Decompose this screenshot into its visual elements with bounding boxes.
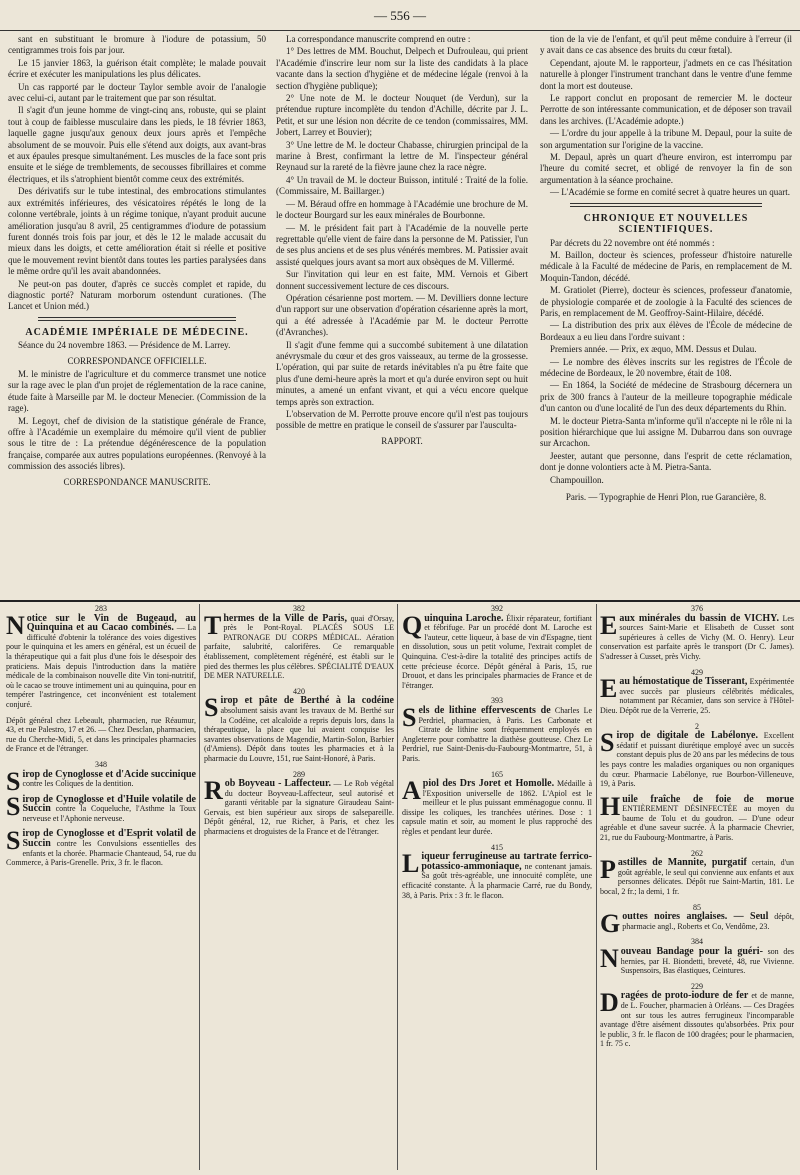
col1-paragraphs [8, 34, 266, 313]
ad-title: irop de Cynoglosse et d'Huile volatile de Succin [22, 793, 196, 815]
ad-number: 376 [691, 604, 703, 613]
ad-title: els de lithine effervescents de [418, 704, 551, 716]
ad-number: 393 [491, 696, 503, 706]
ad-number: 420 [293, 686, 305, 696]
ad-title: ouveau Bandage pour la guéri- [620, 946, 763, 957]
paragraph: 3° Une lettre de M. le docteur Chabasse, chirurgien principal de la marine à Brest, confirmant la lettre de M. l'inspecteur général Reynaud sur la rareté de la fièvre jaune chez la race nègre. [276, 139, 528, 173]
ad-title: uile fraîche de foie de morue [622, 793, 794, 805]
paragraph: Des dérivatifs sur le tube intestinal, des embrocations stimulantes aux extrémités inférieures, des vésicatoires répétés le long de la colonne vertébrale, joints à un régime tonique, n'ayant produit aucune amélioration jusqu'au 8 avril, 25 centigrammes d'iodure de potassium furent donnés trois fois par jour, et dès le 12 le malade accusait du mieux dans les doigts, et cette amélioration était si réelle et positive que le mouvement revint bientôt dans toutes les parties paralysées dans le même ordre qu'il les avait abandonnées. [8, 186, 266, 277]
drop-cap: Q [402, 610, 423, 640]
advertisement [204, 604, 394, 681]
ad-text: son des hernies, par H. Biondetti, breveté, 48, rue Vivienne. Suspensoirs, Bas élastiques, Ceintures. [620, 947, 794, 976]
ad-number: 384 [691, 937, 703, 947]
ad-text: Les sources Saint-Marie et Elisabeth de Cusset sont supérieures à celles de Vichy (M. O. Henry). Leur conservation est parfaite après le transport (Dr C. James). S'adresser à Cusset, près Vichy. [600, 613, 794, 661]
ad-separator [397, 604, 398, 1170]
chronique-title: CHRONIQUE ET NOUVELLES SCIENTIFIQUES. [583, 212, 749, 236]
advertisement [600, 604, 794, 662]
ad-title: irop de Cynoglosse et d'Esprit volatil de Succin [22, 828, 196, 850]
ad-column-4 [600, 604, 794, 1170]
paragraph: sant en substituant le bromure à l'iodure de potassium, 50 centigrammes trois fois par jour. [8, 34, 266, 56]
section-divider [570, 203, 762, 207]
paragraph: tion de la vie de l'enfant, et qu'il peut même conduire à l'erreur (il y avait dans ce cas absence des bruits du cœur fœtal). [540, 34, 792, 56]
drop-cap: D [600, 988, 619, 1018]
advertisement [402, 604, 592, 690]
paragraph: 1° Des lettres de MM. Bouchut, Delpech et Dufrouleau, qui prient l'Académie d'inscrire leur nom sur la liste des candidats à la place vacante dans la section d'hygiène et de médecine légale (renvoi à la section d'hygiène publique); [276, 46, 528, 91]
paragraph: — M. le président fait part à l'Académie de la nouvelle perte regrettable qu'elle vient de faire dans la personne de M. Patissier, l'un de ses plus anciens et de ses plus vénérés membres. M. Patissier avait assisté quelques jours avant sa mort aux obsèques de M. Villermé. [276, 222, 528, 267]
drop-cap: G [600, 909, 621, 939]
ad-title: aux minérales du bassin de VICHY. [619, 612, 779, 624]
drop-cap: E [600, 610, 618, 640]
paragraph: M. le docteur Pietra-Santa m'informe qu'il n'accepte ni le rôle ni la position hiérarchique que lui assigne M. Dubarrou dans son ouvrage sur Arcachon. [540, 415, 792, 449]
paragraph: 2° Une note de M. le docteur Nouquet (de Verdun), sur la prétendue rupture incomplète du tendon d'Achille, décrite par J. L. Petit, et sur une lésion non décrite de ce tendon (commissaires, MM. Jobert, Larrey et Bouvier); [276, 93, 528, 138]
advertisement [6, 716, 196, 754]
paragraph: Sur l'invitation qui leur en est faite, MM. Vernois et Gibert donnent successivement lecture de ces discours. [276, 269, 528, 291]
advertisement [402, 770, 592, 837]
drop-cap: E [600, 674, 618, 704]
ad-text: — La difficulté d'obtenir la tolérance des voies digestives pour le quinquina et les amers en général, est un écueil de la thérapeutique qui a fait plus d'une fois le désespoir des praticiens. Mais depuis l'introduction dans la matière médicale de la combinaison nouvelle dite Vin toni-nutritif, où le cacao se trouve intimement uni au quinquina, pour en tempérer l'astringence, cet inconvénient est totalement conjuré. [6, 623, 196, 709]
ad-column-1 [6, 604, 196, 1170]
ad-separator [199, 604, 200, 1170]
ad-number: 165 [491, 769, 503, 779]
drop-cap: S [204, 693, 219, 723]
ad-title: irop et pâte de Berthé à la codéine [220, 695, 394, 707]
paragraph: Un cas rapporté par le docteur Taylor semble avoir de l'analogie avec celui-ci, autant par le traitement que par son résultat. [8, 81, 266, 104]
advertisement [600, 902, 794, 939]
col1b-paragraphs [8, 369, 266, 473]
paragraph: M. Legoyt, chef de division de la statistique générale de France, offre à l'Académie un exemplaire du mémoire qu'il vient de publier sous le titre de : La prétendue dégénérescence de la population française, comparée aux autres populations européennes. (Renvoyé à la commission des associés libres). [8, 415, 266, 472]
ad-title: iqueur ferrugineuse au tartrate ferrico-potassico-ammoniaque, [421, 851, 592, 872]
ad-column-3 [402, 604, 592, 1170]
ad-text: dépôt, pharmacie angl., Roberts et Co, Vendôme, 23. [622, 912, 794, 931]
paragraph: — Le nombre des élèves inscrits sur les registres de l'École de médecine de Bordeaux, le 20 novembre, était de 108. [540, 356, 792, 378]
advertisement [6, 759, 196, 796]
ad-number: 85 [693, 902, 701, 912]
ad-number: 283 [95, 604, 107, 613]
ad-title: hermes de la Ville de Paris, [223, 612, 347, 624]
ad-title: irop de digitale de Labélonye. [616, 730, 758, 742]
advertisements-rule [0, 600, 800, 602]
drop-cap: N [600, 944, 619, 973]
ad-text: Médaille à l'Exposition universelle de 1862. L'Apiol est le meilleur et le plus puissant emménagogue connu. Il dissipe les coliques, les tranchées utérines. Dose : 1 capsule matin et soir, au moment le plus rapproché des règles et pendant leur durée. [402, 779, 592, 837]
ad-text: et de manne, de L. Foucher, pharmacien à Orléans. — Ces Dragées ont sur tous les autres ferrugineux l'incomparable avantage d'être aisément dissoutes qu'absorbées. Prix pour le public, 3 fr. le flacon de 100 dragées; pour le pharmacien, 1 fr. 75 c. [600, 991, 794, 1049]
ad-text: Élixir réparateur, fortifiant et fébrifuge. Par un procédé dont M. Laroche est l'auteur, cette liqueur, à base de vin d'Espagne, tient en dissolution, sous un petit volume, l'extrait complet de Quinquina. C'est-à-dire la totalité des principes actifs de cette précieuse écorce. Dépôt général à Paris, 15, rue Drouot, et dans les principales pharmacies de France et de l'étranger. [402, 613, 592, 690]
paragraph: M. Baillon, docteur ès sciences, professeur d'histoire naturelle médicale à la Faculté de médecine de Paris, en remplacement de M. Moquin-Tandon, décédé. [540, 249, 792, 283]
ad-title: ragées de proto-iodure de fer [620, 990, 749, 1002]
paragraph: Il s'agit d'un jeune homme de vingt-cinq ans, robuste, qui se plaint tout à coup de faiblesse musculaire dans les pieds, le 18 février 1863, laquelle gagne jusqu'aux genoux deux jours après et l'empêche absolument de se mouvoir. Puis elle s'étend aux doigts, aux avant-bras et aux épaules presque simultanément. Les muscles de la face sont pris ensuite et le siége de tremblements, de secousses fibrillaires et comme électriques, et ils s'atrophient bientôt comme ceux des extrémités. [8, 105, 266, 184]
drop-cap: T [204, 610, 222, 640]
paragraph: — L'Académie se forme en comité secret à quatre heures un quart. [550, 187, 791, 198]
ad-number: 262 [691, 848, 703, 858]
paragraph: Champouillon. [550, 474, 604, 485]
paragraph: M. Depaul, après un quart d'heure environ, est interrompu par l'heure du comité secret, et obligé de renvoyer la fin de son argumentation à la séance prochaine. [540, 152, 792, 185]
ad-title: irop de Cynoglosse et d'Acide succinique [22, 768, 196, 780]
advertisement [600, 982, 794, 1049]
column-1 [8, 34, 266, 594]
advertisement [402, 696, 592, 763]
corr-manuscrite-heading: CORRESPONDANCE MANUSCRITE. [63, 476, 211, 487]
drop-cap: A [402, 776, 421, 806]
advertisement [600, 722, 794, 789]
ad-number: 348 [95, 759, 107, 769]
ad-number: 415 [491, 842, 503, 852]
drop-cap: S [6, 826, 21, 856]
ad-text: contre les Coliques de la dentition. [22, 779, 134, 789]
corr-officielle-heading: CORRESPONDANCE OFFICIELLE. [67, 355, 207, 366]
printer-line: Paris. — Typographie de Henri Plon, rue Garancière, 8. [565, 492, 767, 503]
paragraph: Jeester, autant que personne, dans l'esprit de cette réclamation, dont je donne volontiers acte à M. Pietra-Santa. [540, 450, 792, 473]
drop-cap: L [402, 849, 420, 879]
academy-session: Séance du 24 novembre 1863. — Présidence de M. Larrey. [18, 340, 231, 351]
ad-column-2 [204, 604, 394, 1170]
ad-title: astilles de Mannite, purgatif [617, 857, 747, 869]
paragraph: — En 1864, la Société de médecine de Strasbourg décernera un prix de 300 francs à l'auteur de la meilleure topographie médicale d'un canton ou d'une localité de l'un des deux départements du Rhin. [540, 380, 792, 414]
ad-text: quai d'Orsay, près le Pont-Royal. PLACÉS SOUS LE PATRONAGE DU CORPS MÉDICAL. Aération parfaite, salubrité, calorifères. Ce remarquable établissement, complètement régénéré, est établi sur le pied des thermes les plus célèbres. SPÉCIALITÉ D'EAUX DE MER NATURELLE. [204, 613, 394, 681]
ad-title: ob Boyveau - Laffecteur. [224, 778, 331, 790]
drop-cap: N [6, 610, 25, 640]
advertisement [600, 791, 794, 843]
drop-cap: P [600, 855, 616, 885]
drop-cap: S [600, 728, 615, 758]
drop-cap: S [6, 766, 21, 796]
paragraph: Ne peut-on pas douter, d'après ce succès complet et rapide, du diagnostic porté? Naturam morborum ostendunt curationes. (The Lancet et Union méd.) [8, 278, 266, 312]
ad-number: 382 [293, 604, 305, 613]
paragraph: M. Gratiolet (Pierre), docteur ès sciences, professeur d'anatomie, de physiologie comparée et de zoologie à la Faculté des sciences de Paris, en remplacement de M. Geoffroy-Saint-Hilaire, décédé. [540, 285, 792, 318]
header-rule [0, 30, 800, 31]
ad-number: 392 [491, 604, 503, 613]
paragraph: — La distribution des prix aux élèves de l'École de médecine de Bordeaux a eu lieu dans l'ordre suivant : [540, 320, 792, 342]
ad-text: Expérimentée avec succès par plusieurs célébrités médicales, notamment par Récamier, dans son service à l'Hôtel-Dieu. Dépôt rue de la Verrerie, 25. [600, 677, 794, 715]
paragraph: L'observation de M. Perrotte prouve encore qu'il n'est pas toujours possible de mettre en pratique le conseil de s'assurer par l'ausculta- [276, 409, 528, 431]
page-number: — 556 — [374, 8, 426, 23]
paragraph: M. le ministre de l'agriculture et du commerce transmet une notice sur la rage avec le plan d'un projet de réglementation de la race canine, étude faite à Marseille par M. le docteur Menecier. (Commission de la rage). [8, 368, 266, 414]
ad-text: contre la Coqueluche, l'Asthme la Toux nerveuse et l'Aphonie nerveuse. [22, 804, 196, 823]
ad-number: 289 [293, 769, 305, 779]
advertisement [600, 668, 794, 716]
advertisement [600, 849, 794, 897]
paragraph: Le rapport conclut en proposant de remercier M. le docteur Perrotte de son intéressante communication, et de déposer son travail dans les archives. (L'Académie adopte.) [540, 93, 792, 126]
ad-number: 2 [695, 721, 699, 731]
col3b-paragraphs [540, 238, 792, 487]
column-2 [276, 34, 528, 594]
ad-title: au hémostatique de Tisserant, [619, 676, 748, 688]
ad-text: Charles Le Perdriel, pharmacien, à Paris. Les Carbonate et Citrate de lithine sont fréquemment employés en Angleterre pour combattre la diathèse goutteuse. Chez Le Perdriel, rue Saint-Denis-du-Faubourg-Montmartre, 51, à Paris. [402, 705, 592, 763]
advertisement [402, 843, 592, 901]
advertisement [6, 604, 196, 710]
paragraph: Opération césarienne post mortem. — M. Devilliers donne lecture d'un rapport sur une observation d'opération césarienne après la mort, qui a été adressée à l'Académie par M. le docteur Perrotte (d'Avranches). [276, 292, 528, 338]
col2-paragraphs [276, 34, 528, 432]
ad-text: — Le Rob végétal du docteur Boyveau-Laffecteur, seul autorisé et garanti véritable par la signature Giraudeau Saint-Gervais, est bien supérieur aux sirops de salsepareille. Dépôt général, 12, rue Richer, à Paris, et chez les pharmaciens et droguistes de la France et de l'étranger. [204, 779, 394, 837]
ad-title: outtes noires anglaises. — Seul [622, 911, 769, 923]
ad-number: 429 [691, 667, 703, 677]
ad-number: 229 [691, 981, 703, 991]
paragraph: La correspondance manuscrite comprend en outre : [286, 34, 471, 44]
paragraph: — M. Béraud offre en hommage à l'Académie une brochure de M. le docteur Bourgard sur les eaux minérales de Bourbonne. [276, 198, 528, 221]
ad-text: absolument saisis avant les travaux de M. Berthé sur la Codéine, cet alcaloïde a repris depuis lors, dans la thérapeutique, la place que lui avaient conquise les savantes observations de Magendie, Martin-Solon, Barbier (d'Amiens). Dépôt dans toutes les pharmacies et à la pharmacie du Louvre, 151, rue Saint-Honoré, à Paris. [204, 705, 394, 763]
ad-text: certain, d'un goût agréable, le seul qui convienne aux enfants et aux personnes délicates. Dépôt rue Saint-Martin, 181. Le bocal, 2 fr.; la demi, 1 fr. [600, 858, 794, 897]
drop-cap: R [204, 776, 223, 806]
section-divider [38, 317, 236, 321]
col3-paragraphs [540, 34, 792, 199]
ad-title: uinquina Laroche. [424, 612, 504, 624]
ad-title: otice sur le Vin de Bugeaud, au Quinquina et au Cacao combinés. [26, 612, 196, 634]
advertisement [6, 826, 196, 868]
advertisement [204, 770, 394, 837]
paragraph: Premiers année. — Prix, ex æquo, MM. Dessus et Dulau. [550, 344, 757, 355]
drop-cap: S [402, 702, 417, 732]
drop-cap: H [600, 791, 621, 821]
ad-text: Dépôt général chez Lebeault, pharmacien, rue Réaumur, 43, et rue Palestro, 17 et 26. — Chez Desclan, pharmacien, rue du Cherche-Midi, 5, et dans les principales pharmacies de France et de l'étranger. [6, 715, 196, 754]
ad-text: ne contenant jamais. Sa goût très-agréable, une innocuité complète, une efficacité constante. À la pharmacie Carré, rue du Bondy, 38, à Paris. Prix : 3 fr. le flacon. [402, 861, 592, 900]
ad-text: Excellent sédatif et puissant diurétique employé avec un succès constant depuis plus de 20 ans par les médecins de tous les pays contre les maladies organiques ou non organiques du cœur. Pharmacie Labélonye, rue Bourbon-Villeneuve, 19, à Paris. [600, 731, 794, 789]
rapport-heading: RAPPORT. [381, 435, 423, 446]
paragraph: Par décrets du 22 novembre ont été nommés : [550, 237, 715, 248]
paragraph: Il s'agit d'une femme qui a succombé subitement à une dilatation anévrysmale du cœur et des gros vaisseaux, au terme de la grossesse. L'opération, qui par suite de retards inévitables n'a pu être faite que plus d'une demi-heure après la mort et qu'a durée environ sept ou huit minutes, a amené un enfant vivant, et qui a vécu encore quelque temps après son extraction. [276, 339, 528, 407]
drop-cap: S [6, 791, 21, 821]
ad-title: piol des Drs Joret et Homolle. [422, 778, 555, 790]
paragraph: — L'ordre du jour appelle à la tribune M. Depaul, pour la suite de son argumentation sur l'origine de la vaccine. [540, 128, 792, 150]
academy-title: ACADÉMIE IMPÉRIALE DE MÉDECINE. [25, 326, 249, 338]
paragraph: Le 15 janvier 1863, la guérison était complète; le malade pouvait écrire et exécuter les manipulations les plus délicates. [8, 57, 266, 80]
advertisement [600, 937, 794, 975]
paragraph: Cependant, ajoute M. le rapporteur, j'admets en ce cas l'hésitation naturelle à plonger l'instrument tranchant dans le ventre d'une femme dont la mort est douteuse. [540, 57, 792, 91]
ad-text: contre les Convulsions essentielles des enfants et la chorée. Pharmacie Chanteaud, 54, rue du Commerce, à Paris-Grenelle. Prix, 3 fr. le flacon. [6, 839, 196, 868]
ad-text: ENTIÈREMENT DÉSINFECTÉE au moyen du baume de Tolu et du goudron. — D'une odeur agréable et d'une saveur sucrée. À la pharmacie Chevrier, 21, rue du Faubourg-Montmartre, à Paris. [600, 804, 794, 843]
column-3 [540, 34, 792, 594]
advertisement [6, 791, 196, 824]
ad-separator [596, 604, 597, 1170]
paragraph: 4° Un travail de M. le docteur Buisson, intitulé : Traité de la folie. (Commissaire, M. Baillarger.) [276, 174, 528, 197]
advertisement [204, 687, 394, 764]
